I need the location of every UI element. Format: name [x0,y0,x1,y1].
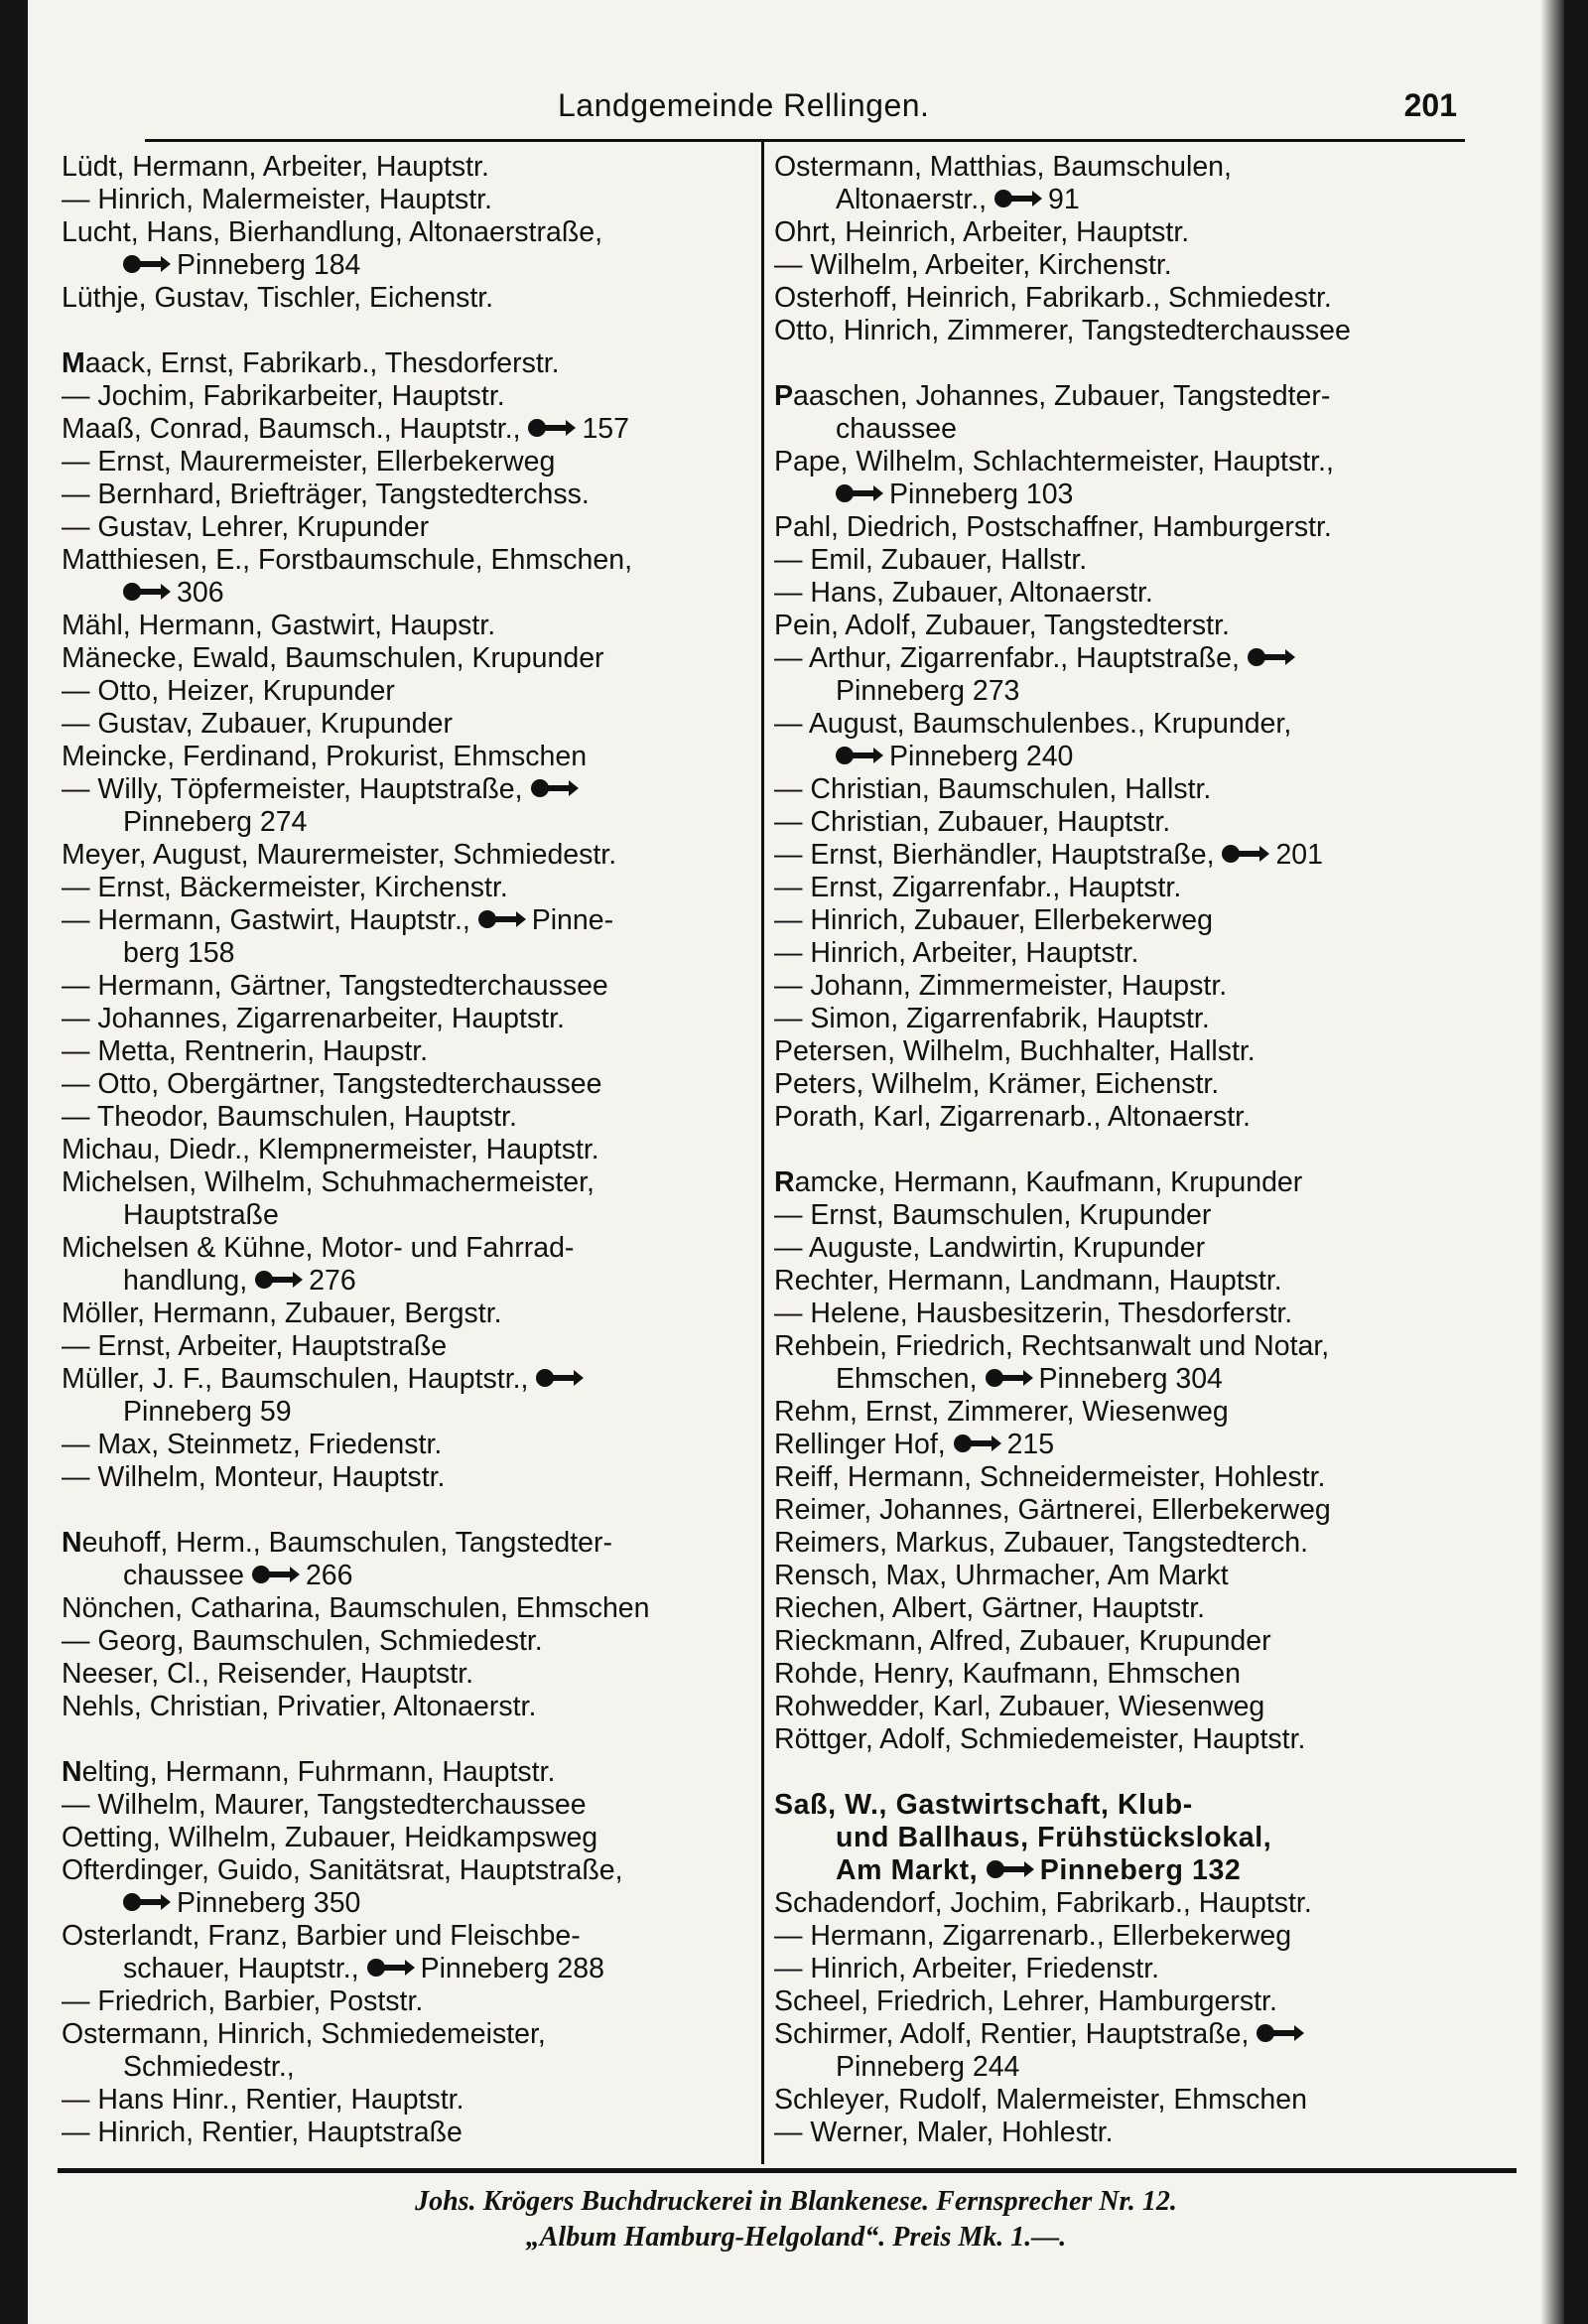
telephone-icon [1222,845,1269,863]
directory-entry-continuation [62,1887,756,1920]
directory-entry [774,839,1469,872]
telephone-icon [987,1860,1034,1878]
entry-text: — Hinrich, Arbeiter, Friedenstr. [774,1953,1160,1984]
page-number: 201 [1403,87,1457,123]
entry-text: Mänecke, Ewald, Baumschulen, Krupunder [62,642,604,674]
directory-entry [774,1789,1469,1822]
entry-text: — Gustav, Lehrer, Krupunder [62,511,430,543]
entry-text: — Wilhelm, Arbeiter, Kirchenstr. [774,249,1172,281]
section-gap [774,1756,1469,1789]
entry-text: — Otto, Heizer, Krupunder [62,675,395,707]
directory-entry [62,1920,756,1953]
entry-text: — Hans, Zubauer, Altonaerstr. [774,577,1153,609]
entry-text: Peters, Wilhelm, Krämer, Eichenstr. [774,1068,1220,1100]
entry-text: Schmiedestr., [123,2051,295,2083]
directory-entry [774,1953,1469,1985]
telephone-icon [836,747,883,764]
entry-text: Pinneberg 350 [177,1887,361,1919]
entry-text: Rohde, Henry, Kaufmann, Ehmschen [774,1658,1241,1690]
telephone-icon [531,779,579,797]
page-header [28,87,1564,135]
directory-entry-continuation [62,1396,756,1429]
directory-entry [774,1068,1469,1101]
entry-text: Schirmer, Adolf, Rentier, Hauptstraße, [774,2018,1250,2050]
directory-entry-continuation [62,249,756,282]
directory-entry [62,970,756,1003]
directory-entry [62,675,756,708]
entry-text: Pape, Wilhelm, Schlachtermeister, Hauptstr., [774,446,1334,478]
telephone-icon [123,255,171,273]
directory-entry [62,1527,756,1560]
entry-text: — Hinrich, Arbeiter, Hauptstr. [774,937,1139,969]
telephone-icon [536,1369,584,1387]
directory-entry [62,478,756,511]
directory-entry [774,577,1469,610]
telephone-icon [1257,2024,1304,2042]
directory-entry [62,1003,756,1035]
entry-text: — Simon, Zigarrenfabrik, Hauptstr. [774,1003,1210,1034]
entry-text: — Theodor, Baumschulen, Hauptstr. [62,1101,517,1133]
directory-entry [62,1658,756,1691]
entry-text: — Ernst, Bierhändler, Hauptstraße, [774,839,1215,871]
directory-entry [62,1756,756,1789]
entry-text: — Georg, Baumschulen, Schmiedestr. [62,1625,543,1657]
entry-text: — Max, Steinmetz, Friedenstr. [62,1429,443,1460]
telephone-icon [954,1435,1001,1452]
directory-entry [774,1199,1469,1232]
directory-entry [62,741,756,773]
directory-entry [62,151,756,184]
telephone-icon [528,419,576,437]
directory-entry [62,708,756,741]
section-gap [62,315,756,347]
entry-text: Neuhoff, Herm., Baumschulen, Tangstedter- [62,1527,612,1559]
directory-entry [62,872,756,904]
directory-entry [774,904,1469,937]
phone-number: Pinne- [531,904,614,936]
phone-number: Pinneberg 132 [1039,1854,1242,1886]
entry-text: — Emil, Zubauer, Hallstr. [774,544,1088,576]
header-rule [145,139,1465,142]
entry-text: Osterlandt, Franz, Barbier und Fleischbe- [62,1920,581,1952]
directory-entry [774,1920,1469,1953]
entry-text: — Ernst, Maurermeister, Ellerbekerweg [62,446,556,478]
directory-entry [774,380,1469,413]
directory-entry [774,216,1469,249]
directory-entry [774,315,1469,347]
directory-entry [774,708,1469,741]
directory-entry [62,1429,756,1461]
entry-text: Müller, J. F., Baumschulen, Hauptstr., [62,1363,529,1395]
directory-entry [774,2117,1469,2149]
entry-text: — Johannes, Zigarrenarbeiter, Hauptstr. [62,1003,565,1034]
directory-entry [774,1035,1469,1068]
directory-entry [62,216,756,249]
directory-entry [774,1985,1469,2018]
directory-entry-continuation [62,937,756,970]
directory-entry [62,839,756,872]
directory-entry [774,2018,1469,2051]
entry-text: — Hans Hinr., Rentier, Hauptstr. [62,2084,464,2116]
entry-text: Riechen, Albert, Gärtner, Hauptstr. [774,1592,1206,1624]
directory-entry-continuation [62,577,756,610]
entry-text: Mähl, Hermann, Gastwirt, Haupstr. [62,610,496,641]
directory-entry [774,2084,1469,2117]
entry-text: — Wilhelm, Maurer, Tangstedterchaussee [62,1789,587,1821]
directory-entry [774,249,1469,282]
directory-entry [62,1625,756,1658]
phone-number: 266 [305,1560,353,1591]
directory-entry [62,282,756,315]
entry-text: — Ernst, Arbeiter, Hauptstraße [62,1330,448,1362]
telephone-icon [367,1959,415,1977]
directory-entry [774,1429,1469,1461]
directory-entry-continuation [774,1363,1469,1396]
entry-text: — Christian, Zubauer, Hauptstr. [774,806,1171,838]
entry-text: handlung, [123,1265,248,1297]
telephone-icon [1248,648,1295,666]
directory-entry [62,2084,756,2117]
directory-entry-continuation [774,741,1469,773]
directory-entry [774,544,1469,577]
entry-text: Pinneberg 103 [889,478,1074,510]
directory-entry-continuation [62,1560,756,1592]
directory-entry [62,511,756,544]
entry-text: Rohwedder, Karl, Zubauer, Wiesenweg [774,1691,1265,1722]
entry-text: Lucht, Hans, Bierhandlung, Altonaerstraße, [62,216,602,248]
directory-entry [774,970,1469,1003]
entry-text: — Johann, Zimmermeister, Haupstr. [774,970,1228,1002]
directory-entry [774,1527,1469,1560]
entry-text: Hauptstraße [123,1199,279,1231]
entry-text: Schleyer, Rudolf, Malermeister, Ehmschen [774,2084,1307,2116]
entry-text: — August, Baumschulenbes., Krupunder, [774,708,1292,740]
directory-entry [774,1232,1469,1265]
entry-text: — Christian, Baumschulen, Hallstr. [774,773,1212,805]
directory-entry [62,1592,756,1625]
entry-text: Ostermann, Hinrich, Schmiedemeister, [62,2018,546,2050]
section-gap [774,1134,1469,1166]
entry-text: — Willy, Töpfermeister, Hauptstraße, [62,773,523,805]
entry-text: Pinneberg 240 [889,741,1074,772]
telephone-icon [478,910,526,928]
directory-entry [62,1822,756,1854]
directory-entry-continuation [774,1854,1469,1887]
section-gap [774,347,1469,380]
entry-text: — Hermann, Gastwirt, Hauptstr., [62,904,470,936]
entry-text: Lüdt, Hermann, Arbeiter, Hauptstr. [62,151,489,183]
entry-text: — Arthur, Zigarrenfabr., Hauptstraße, [774,642,1240,674]
directory-entry-continuation [774,2051,1469,2084]
directory-entry [62,2018,756,2051]
entry-text: Pahl, Diedrich, Postschaffner, Hamburgerstr. [774,511,1332,543]
entry-text: — Otto, Obergärtner, Tangstedterchaussee [62,1068,602,1100]
entry-text: Otto, Hinrich, Zimmerer, Tangstedterchaussee [774,315,1351,346]
telephone-icon [252,1566,300,1583]
entry-text: Michelsen, Wilhelm, Schuhmachermeister, [62,1166,595,1198]
section-gap [62,1723,756,1756]
directory-entry [62,2117,756,2149]
entry-text: Pinneberg 244 [836,2051,1020,2083]
entry-text: Reiff, Hermann, Schneidermeister, Hohlestr. [774,1461,1326,1493]
entry-text: — Hermann, Gärtner, Tangstedterchaussee [62,970,608,1002]
phone-number: 215 [1006,1429,1055,1460]
entry-text: Maaß, Conrad, Baumsch., Hauptstr., [62,413,521,445]
directory-entry [774,806,1469,839]
entry-text: — Bernhard, Briefträger, Tangstedterchss. [62,478,590,510]
directory-entry [62,1985,756,2018]
entry-text: Maack, Ernst, Fabrikarb., Thesdorferstr. [62,347,560,379]
directory-entry [774,1691,1469,1723]
entry-text: Petersen, Wilhelm, Buchhalter, Hallstr. [774,1035,1256,1067]
directory-entry-continuation [62,2051,756,2084]
directory-entry [62,610,756,642]
directory-entry [62,413,756,446]
telephone-icon [255,1271,303,1289]
directory-entry [774,1723,1469,1756]
entry-text: Möller, Hermann, Zubauer, Bergstr. [62,1298,502,1329]
entry-text: Röttger, Adolf, Schmiedemeister, Hauptstr. [774,1723,1306,1755]
directory-entry [62,1035,756,1068]
entry-text: — Jochim, Fabrikarbeiter, Hauptstr. [62,380,505,412]
directory-entry [774,151,1469,184]
phone-number: 276 [309,1265,356,1297]
entry-text: Pein, Adolf, Zubauer, Tangstedterstr. [774,610,1230,641]
directory-entry [62,1789,756,1822]
entry-text: — Ernst, Baumschulen, Krupunder [774,1199,1212,1231]
entry-text: schauer, Hauptstr., [123,1953,359,1984]
directory-entry [62,1461,756,1494]
entry-text: Saß, W., Gastwirtschaft, Klub- [774,1789,1193,1821]
entry-text: und Ballhaus, Frühstückslokal, [836,1822,1272,1853]
directory-entry [774,1265,1469,1298]
entry-text: Reimer, Johannes, Gärtnerei, Ellerbekerweg [774,1494,1331,1526]
directory-entry [62,773,756,806]
entry-text: Pinneberg 274 [123,806,308,838]
entry-text: Meyer, August, Maurermeister, Schmiedestr. [62,839,617,871]
entry-text: Rellinger Hof, [774,1429,946,1460]
directory-entry [62,642,756,675]
entry-text: Lüthje, Gustav, Tischler, Eichenstr. [62,282,494,314]
directory-entry-continuation [62,1265,756,1298]
entry-text: Rieckmann, Alfred, Zubauer, Krupunder [774,1625,1271,1657]
entry-text: — Hinrich, Zubauer, Ellerbekerweg [774,904,1213,936]
entry-text: Altonaerstr., [836,184,988,215]
entry-text: — Auguste, Landwirtin, Krupunder [774,1232,1206,1264]
directory-entry [62,1166,756,1199]
directory-entry [62,544,756,577]
phone-number: 201 [1275,839,1324,871]
telephone-icon [123,583,171,601]
directory-entry [774,1625,1469,1658]
entry-text: Rehbein, Friedrich, Rechtsanwalt und Notar, [774,1330,1330,1362]
directory-entry [774,1658,1469,1691]
entry-text: Ostermann, Matthias, Baumschulen, [774,151,1232,183]
entry-text: — Hinrich, Rentier, Hauptstraße [62,2117,463,2148]
directory-entry-continuation [62,806,756,839]
footer-line-2: „Album Hamburg-Helgoland“. Preis Mk. 1.—. [525,2222,1067,2253]
directory-entry [62,1854,756,1887]
entry-text: Paaschen, Johannes, Zubauer, Tangstedter- [774,380,1331,412]
entry-text: Nönchen, Catharina, Baumschulen, Ehmschen [62,1592,650,1624]
column-divider [761,141,764,2164]
entry-text: — Ernst, Bäckermeister, Kirchenstr. [62,872,508,903]
entry-text: Pinneberg 59 [123,1396,292,1428]
telephone-icon [836,484,883,502]
directory-entry [774,1560,1469,1592]
page-title: Landgemeinde Rellingen. [558,87,930,123]
entry-text: Ohrt, Heinrich, Arbeiter, Hauptstr. [774,216,1190,248]
entry-text: Neeser, Cl., Reisender, Hauptstr. [62,1658,474,1690]
directory-entry [774,1494,1469,1527]
directory-entry [62,1101,756,1134]
entry-text: — Metta, Rentnerin, Haupstr. [62,1035,429,1067]
footer-rule [58,2168,1517,2173]
entry-text: Scheel, Friedrich, Lehrer, Hamburgerstr. [774,1985,1277,2017]
directory-entry [774,1298,1469,1330]
directory-entry [62,904,756,937]
directory-entry [774,1330,1469,1363]
entry-text: Rechter, Hermann, Landmann, Hauptstr. [774,1265,1282,1297]
directory-entry [774,872,1469,904]
telephone-icon [994,190,1042,207]
entry-text: — Hermann, Zigarrenarb., Ellerbekerweg [774,1920,1292,1952]
directory-entry [774,1101,1469,1134]
entry-text: Nehls, Christian, Privatier, Altonaerstr. [62,1691,537,1722]
directory-entry [62,1363,756,1396]
directory-entry-continuation [62,1199,756,1232]
directory-page [28,0,1564,2324]
entry-text: Matthiesen, E., Forstbaumschule, Ehmschen, [62,544,633,576]
entry-text: chaussee [123,1560,245,1591]
scan-edge [1540,0,1564,2324]
phone-number: Pinneberg 304 [1038,1363,1223,1395]
directory-entry [62,184,756,216]
directory-entry [774,1461,1469,1494]
directory-entry [774,1592,1469,1625]
directory-entry-continuation [774,184,1469,216]
directory-entry [774,1396,1469,1429]
directory-entry [774,1887,1469,1920]
section-gap [62,1494,756,1527]
entry-text: — Friedrich, Barbier, Poststr. [62,1985,424,2017]
directory-entry-continuation [774,1822,1469,1854]
directory-entry [774,1003,1469,1035]
directory-entry [774,1166,1469,1199]
entry-text: — Helene, Hausbesitzerin, Thesdorferstr. [774,1298,1293,1329]
directory-entry [62,1232,756,1265]
entry-text: Pinneberg 184 [177,249,361,281]
phone-number: 91 [1048,184,1080,215]
entry-text: Michau, Diedr., Klempnermeister, Hauptstr. [62,1134,599,1165]
entry-text: Rensch, Max, Uhrmacher, Am Markt [774,1560,1229,1591]
entry-text: chaussee [836,413,958,445]
directory-entry-continuation [774,478,1469,511]
telephone-icon [986,1369,1033,1387]
entry-text: — Ernst, Zigarrenfabr., Hauptstr. [774,872,1182,903]
entry-text: 306 [177,577,224,609]
phone-number: 157 [582,413,630,445]
entry-text: — Gustav, Zubauer, Krupunder [62,708,453,740]
directory-entry [774,511,1469,544]
entry-text: — Wilhelm, Monteur, Hauptstr. [62,1461,446,1493]
printer-footer [28,2184,1564,2256]
phone-number: Pinneberg 288 [420,1953,604,1984]
right-column [774,151,1469,2149]
entry-text: — Werner, Maler, Hohlestr. [774,2117,1114,2148]
directory-entry [774,610,1469,642]
entry-text: Michelsen & Kühne, Motor- und Fahrrad- [62,1232,575,1264]
directory-entry [774,937,1469,970]
directory-entry [774,446,1469,478]
entry-text: Pinneberg 273 [836,675,1020,707]
entry-text: Oetting, Wilhelm, Zubauer, Heidkampsweg [62,1822,598,1853]
entry-text: Ofterdinger, Guido, Sanitätsrat, Hauptstraße, [62,1854,623,1886]
entry-text: Meincke, Ferdinand, Prokurist, Ehmschen [62,741,588,772]
directory-entry [62,1068,756,1101]
entry-text: Nelting, Hermann, Fuhrmann, Hauptstr. [62,1756,556,1788]
footer-line-1: Johs. Krögers Buchdruckerei in Blankenese. Fernsprecher Nr. 12. [415,2186,1177,2217]
entry-text: Porath, Karl, Zigarrenarb., Altonaerstr. [774,1101,1251,1133]
left-column [62,151,756,2149]
directory-entry [62,1330,756,1363]
directory-entry [62,1134,756,1166]
entry-text: Reimers, Markus, Zubauer, Tangstedterch. [774,1527,1309,1559]
directory-entry [62,380,756,413]
directory-entry-continuation [774,675,1469,708]
entry-text: Rehm, Ernst, Zimmerer, Wiesenweg [774,1396,1229,1428]
directory-entry-continuation [62,1953,756,1985]
entry-text: — Hinrich, Malermeister, Hauptstr. [62,184,492,215]
entry-text: Am Markt, [836,1854,979,1886]
entry-text: Schadendorf, Jochim, Fabrikarb., Hauptstr. [774,1887,1312,1919]
directory-entry [62,347,756,380]
directory-entry [774,282,1469,315]
entry-text: Osterhoff, Heinrich, Fabrikarb., Schmiedestr. [774,282,1332,314]
directory-entry [62,1691,756,1723]
entry-text: Ehmschen, [836,1363,978,1395]
directory-entry [62,1298,756,1330]
telephone-icon [123,1893,171,1911]
directory-entry [774,773,1469,806]
directory-entry [62,446,756,478]
directory-entry [774,642,1469,675]
entry-text: Ramcke, Hermann, Kaufmann, Krupunder [774,1166,1303,1198]
entry-text: berg 158 [123,937,235,969]
directory-entry-continuation [774,413,1469,446]
